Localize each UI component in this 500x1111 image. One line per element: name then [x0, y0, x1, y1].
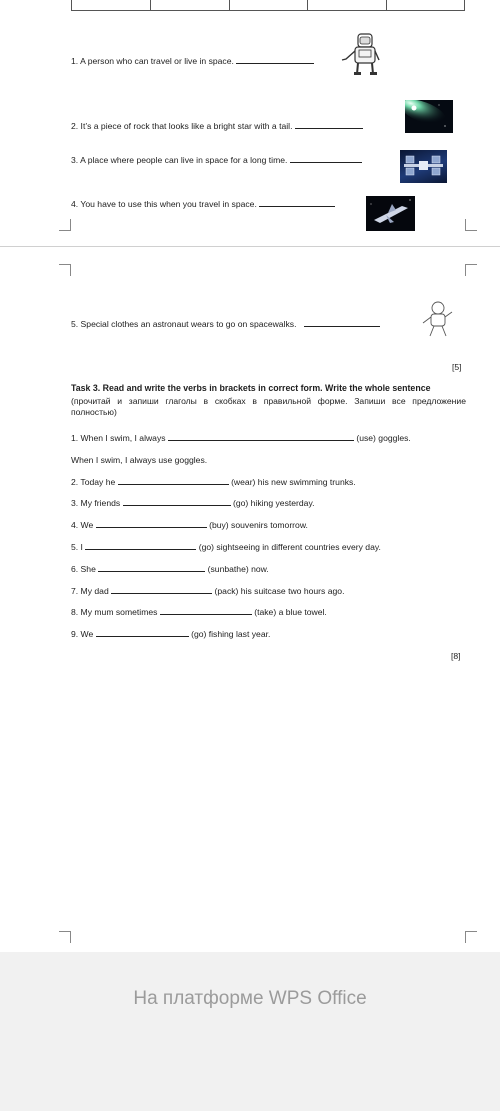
item-text: 2. Today he — [71, 477, 116, 487]
page-corner-mark — [465, 931, 477, 943]
task3-score: [8] — [451, 651, 461, 661]
task3-title: Task 3. Read and write the verbs in brackets in correct form. Write the whole sentence — [71, 383, 431, 393]
item-text: (take) a blue towel. — [254, 607, 327, 617]
task3-item-7 — [71, 586, 344, 597]
item-text: (use) goggles. — [356, 433, 411, 443]
page-corner-mark — [465, 264, 477, 276]
task2-question-2 — [71, 121, 363, 132]
item-text: (pack) his suitcase two hours ago. — [214, 586, 345, 596]
task2-question-3 — [71, 155, 362, 166]
item-text: (buy) souvenirs tomorrow. — [209, 520, 308, 530]
task3-item-4 — [71, 520, 308, 531]
space-shuttle-image — [366, 196, 415, 231]
task2-score: [5] — [452, 362, 462, 372]
spacesuit-image — [418, 300, 456, 338]
answer-line[interactable] — [96, 636, 189, 637]
answer-line[interactable] — [304, 326, 380, 327]
item-text: 4. We — [71, 520, 94, 530]
item-text: 6. She — [71, 564, 96, 574]
item-text: 8. My mum sometimes — [71, 607, 158, 617]
answer-line[interactable] — [85, 549, 196, 550]
answer-line[interactable] — [98, 571, 205, 572]
footer-band — [0, 952, 500, 1111]
table-divider — [307, 0, 308, 10]
task3-item-9 — [71, 629, 270, 640]
question-text: 1. A person who can travel or live in space. — [71, 56, 234, 66]
task3-item-1 — [71, 433, 411, 444]
item-text: 7. My dad — [71, 586, 109, 596]
answer-line[interactable] — [111, 593, 212, 594]
comet-image — [405, 100, 453, 133]
item-text: 3. My friends — [71, 498, 121, 508]
task2-question-4 — [71, 199, 335, 210]
item-text: 5. I — [71, 542, 83, 552]
page-corner-mark — [59, 264, 71, 276]
table-divider — [386, 0, 387, 10]
answer-line[interactable] — [168, 440, 354, 441]
answer-line[interactable] — [259, 206, 335, 207]
task3-subtitle: (прочитай и запиши глаголы в скобках в правильной форме. Запиши все предложение полностью) — [71, 396, 466, 417]
top-table — [71, 0, 465, 11]
answer-line[interactable] — [96, 527, 207, 528]
task3-item-5 — [71, 542, 381, 553]
page-separator — [0, 246, 500, 247]
task3-item-8 — [71, 607, 327, 618]
answer-line[interactable] — [123, 505, 231, 506]
task3-item-3 — [71, 498, 315, 509]
question-text: 2. It’s a piece of rock that looks like a bright star with a tail. — [71, 121, 293, 131]
space-station-image — [400, 150, 447, 183]
task2-question-5 — [71, 319, 380, 330]
page-corner-mark — [465, 219, 477, 231]
answer-line[interactable] — [295, 128, 363, 129]
item-text: (go) fishing last year. — [191, 629, 271, 639]
wps-office-watermark: На платформе WPS Office — [133, 988, 367, 1009]
item-text: (sunbathe) now. — [207, 564, 269, 574]
answer-line[interactable] — [290, 162, 362, 163]
task3-example: When I swim, I always use goggles. — [71, 455, 208, 465]
question-text: 4. You have to use this when you travel in space. — [71, 199, 257, 209]
task3-item-6 — [71, 564, 269, 575]
table-divider — [229, 0, 230, 10]
answer-line[interactable] — [118, 484, 229, 485]
astronaut-image — [338, 32, 382, 76]
question-text: 5. Special clothes an astronaut wears to go on spacewalks. — [71, 319, 297, 329]
item-text: (go) sightseeing in different countries every day. — [198, 542, 381, 552]
page-corner-mark — [59, 931, 71, 943]
task3-item-2 — [71, 477, 356, 488]
task2-question-1 — [71, 56, 314, 67]
answer-line[interactable] — [236, 63, 314, 64]
item-text: 1. When I swim, I always — [71, 433, 166, 443]
page-corner-mark — [59, 219, 71, 231]
item-text: (wear) his new swimming trunks. — [231, 477, 356, 487]
item-text: (go) hiking yesterday. — [232, 498, 315, 508]
table-divider — [150, 0, 151, 10]
question-text: 3. A place where people can live in space for a long time. — [71, 155, 288, 165]
item-text: 9. We — [71, 629, 94, 639]
answer-line[interactable] — [160, 614, 252, 615]
